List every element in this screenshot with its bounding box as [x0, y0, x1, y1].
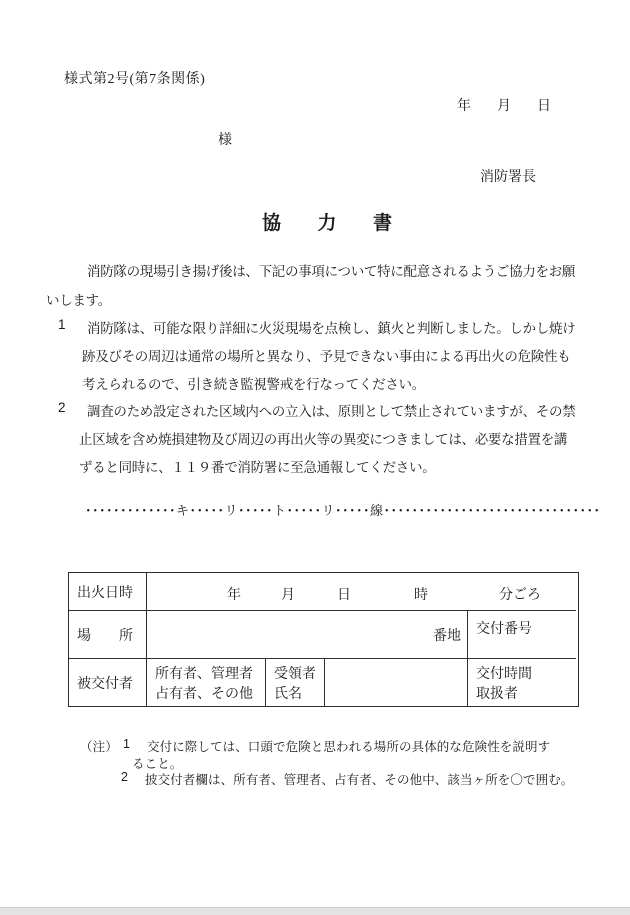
- fire-datetime-label: 出火日時: [77, 583, 133, 600]
- name-label: 氏名: [274, 685, 302, 701]
- title-char-3: 書: [373, 213, 393, 234]
- item2-line-1: 調査のため設定された区域内への立入は、原則として禁止されていますが、その禁: [87, 404, 576, 419]
- fire-datetime-value-cell: [147, 573, 576, 611]
- table-year-label: 年: [227, 586, 241, 602]
- fire-datetime-header-cell: [69, 573, 147, 611]
- note2-number: 2: [121, 770, 129, 784]
- table-hour-label: 時: [414, 586, 428, 602]
- intro-line-2: いします。: [46, 293, 111, 308]
- item2-line-2: 止区域を含め焼損建物及び周辺の再出火等の異変につきましては、必要な措置を講: [79, 432, 568, 447]
- owner-manager-label: 所有者、管理者: [155, 665, 253, 681]
- title-char-2: 力: [317, 213, 338, 234]
- year-label: 年: [457, 97, 471, 113]
- note2-line-1: 披交付者欄は、所有者、管理者、占有者、その他中、該当ヶ所を〇で囲む。: [145, 773, 574, 787]
- addressee-honorific: 様: [218, 131, 232, 147]
- location-label: 場 所: [77, 626, 133, 643]
- fire-info-table: [68, 572, 579, 707]
- note1-line-1: 交付に際しては、口頭で危険と思われる場所の具体的な危険性を説明す: [147, 740, 551, 754]
- table-minute-label: 分ごろ: [499, 586, 541, 602]
- note1-line-2: ること。: [132, 757, 183, 771]
- item1-number: 1: [58, 317, 66, 332]
- receiver-name-header-cell: [266, 659, 325, 706]
- receiver-label: 受領者: [274, 665, 316, 681]
- issue-number-cell: [468, 611, 576, 659]
- issue-number-label: 交付番号: [476, 620, 532, 636]
- day-label: 日: [537, 97, 551, 113]
- issue-time-handler-cell: [468, 659, 576, 706]
- recipient-label: 被交付者: [77, 674, 133, 691]
- recipient-header-cell: [69, 659, 147, 706]
- form-number: 様式第2号(第7条関係): [64, 72, 206, 87]
- item1-line-1: 消防隊は、可能な限り詳細に火災現場を点検し、鎮火と判断しました。しかし焼け: [87, 321, 576, 336]
- banchi-label: 番地: [433, 626, 461, 643]
- item2-line-3: ずると同時に、１１９番で消防署に至急通報してください。: [79, 460, 436, 475]
- table-day-label: 日: [337, 586, 351, 602]
- intro-line-1: 消防隊の現場引き揚げ後は、下記の事項について特に配意されるようご協力をお願: [87, 264, 576, 279]
- document-title: [262, 208, 393, 235]
- fire-chief-signer: 消防署長: [480, 168, 536, 184]
- location-value-cell: [147, 611, 468, 659]
- note-label: （注）: [80, 740, 118, 754]
- scan-bottom-edge: [0, 907, 630, 915]
- table-month-label: 月: [281, 586, 295, 602]
- owner-manager-cell: [147, 659, 266, 706]
- handler-label: 取扱者: [476, 685, 518, 701]
- occupant-other-label: 占有者、その他: [155, 685, 253, 701]
- location-header-cell: [69, 611, 147, 659]
- receiver-name-blank-cell: [325, 659, 468, 706]
- cut-here-dotted-line: ･････････････キ･････リ･････ト･････リ･････線･･･････････････････････････････: [85, 503, 601, 518]
- title-char-1: 協: [262, 213, 282, 234]
- month-label: 月: [497, 97, 511, 113]
- issue-time-label: 交付時間: [476, 665, 532, 681]
- date-line: [457, 95, 551, 115]
- item1-line-3: 考えられるので、引き続き監視警戒を行なってください。: [82, 377, 425, 392]
- item1-line-2: 跡及びその周辺は通常の場所と異なり、予見できない事由による再出火の危険性も: [82, 349, 571, 364]
- note1-number: 1: [123, 737, 131, 751]
- item2-number: 2: [58, 400, 66, 415]
